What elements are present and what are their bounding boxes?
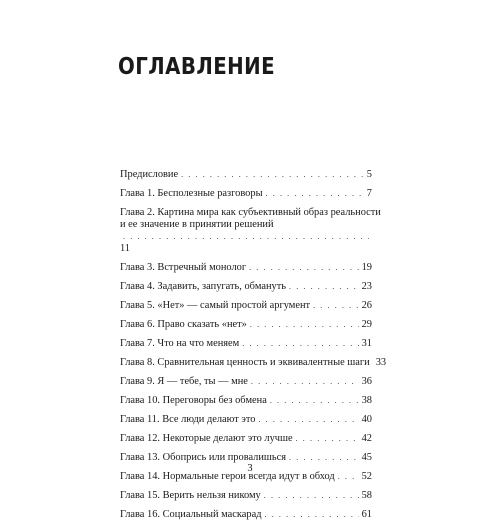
toc-entry-preface (120, 169, 372, 181)
toc-entry-page: 40 (361, 414, 372, 425)
toc-leader-dots (242, 338, 358, 350)
table-of-contents (120, 169, 387, 528)
toc-entry-title: Глава 9. Я — тебе, ты — мне (120, 376, 248, 387)
toc-leader-dots (270, 395, 359, 407)
toc-entry-chapter-15 (120, 490, 372, 502)
toc-entry-title: Глава 6. Право сказать «нет» (120, 319, 247, 330)
toc-entry-title: Глава 10. Переговоры без обмена (120, 395, 267, 406)
toc-entry-chapter-6 (120, 319, 372, 331)
toc-entry-chapter-8 (120, 357, 387, 369)
toc-entry-page: 61 (361, 509, 372, 520)
toc-entry-title: Глава 8. Сравнительная ценность и эквивалентные шаги (120, 357, 370, 368)
toc-entry-page: 36 (361, 376, 372, 387)
toc-leader-dots (258, 414, 358, 426)
toc-leader-dots (181, 169, 364, 181)
toc-entry-title: Глава 14. Нормальные герои всегда идут в обход (120, 471, 335, 482)
toc-entry-page: 52 (361, 471, 372, 482)
toc-leader-dots (250, 319, 359, 331)
toc-entry-page: 33 (375, 357, 387, 368)
toc-entry-chapter-1 (120, 188, 372, 200)
toc-entry-chapter-5 (120, 300, 372, 312)
toc-entry-chapter-7 (120, 338, 372, 350)
toc-entry-title: Предисловие (120, 169, 179, 180)
toc-entry-chapter-16 (120, 509, 372, 521)
toc-entry-page: 26 (361, 300, 372, 311)
toc-entry-chapter-2 (120, 207, 381, 255)
toc-entry-chapter-4 (120, 281, 372, 293)
toc-entry-chapter-12 (120, 433, 372, 445)
toc-entry-chapter-9 (120, 376, 372, 388)
toc-entry-title: Глава 1. Бесполезные разговоры (120, 188, 263, 199)
toc-leader-dots (266, 188, 364, 200)
toc-entry-title: Глава 16. Социальный маскарад (120, 509, 262, 520)
toc-entry-title-line-1: Глава 2. Картина мира как субъективный образ реальности (120, 207, 381, 218)
toc-entry-chapter-3 (120, 262, 372, 274)
toc-entry-title: и ее значение в принятии решений (120, 219, 274, 230)
page-number: 3 (247, 463, 253, 474)
toc-leader-dots (251, 376, 359, 388)
toc-leader-dots (296, 433, 359, 445)
toc-entry-page: 31 (361, 338, 372, 349)
toc-leader-dots (123, 231, 369, 243)
toc-entry-chapter-11 (120, 414, 372, 426)
toc-entry-title: Глава 11. Все люди делают это (120, 414, 256, 425)
toc-entry-title: Глава 15. Верить нельзя никому (120, 490, 261, 501)
toc-entry-page: 23 (361, 281, 372, 292)
toc-entry-page: 29 (361, 319, 372, 330)
toc-entry-page: 45 (361, 452, 372, 463)
toc-entry-page: 5 (366, 169, 372, 180)
toc-leader-dots (249, 262, 359, 274)
toc-entry-title: Глава 7. Что на что меняем (120, 338, 240, 349)
toc-entry-page: 42 (361, 433, 372, 444)
toc-entry-page: 19 (361, 262, 372, 273)
toc-leader-dots (289, 281, 359, 293)
toc-entry-page: 7 (366, 188, 372, 199)
toc-entry-title: Глава 4. Задавить, запугать, обмануть (120, 281, 286, 292)
toc-leader-dots (313, 300, 359, 312)
toc-leader-dots (264, 490, 359, 502)
toc-leader-dots (265, 509, 359, 521)
toc-entry-page: 58 (361, 490, 372, 501)
toc-entry-title: Глава 12. Некоторые делают это лучше (120, 433, 293, 444)
toc-entry-chapter-10 (120, 395, 372, 407)
toc-entry-title: Глава 13. Обопрись или провалишься (120, 452, 287, 463)
toc-entry-page: 38 (361, 395, 372, 406)
toc-entry-page: 11 (120, 243, 131, 254)
page-title: ОГЛАВЛЕНИЕ (118, 54, 276, 80)
toc-entry-title: Глава 3. Встречный монолог (120, 262, 247, 273)
toc-entry-title: Глава 5. «Нет» — самый простой аргумент (120, 300, 311, 311)
